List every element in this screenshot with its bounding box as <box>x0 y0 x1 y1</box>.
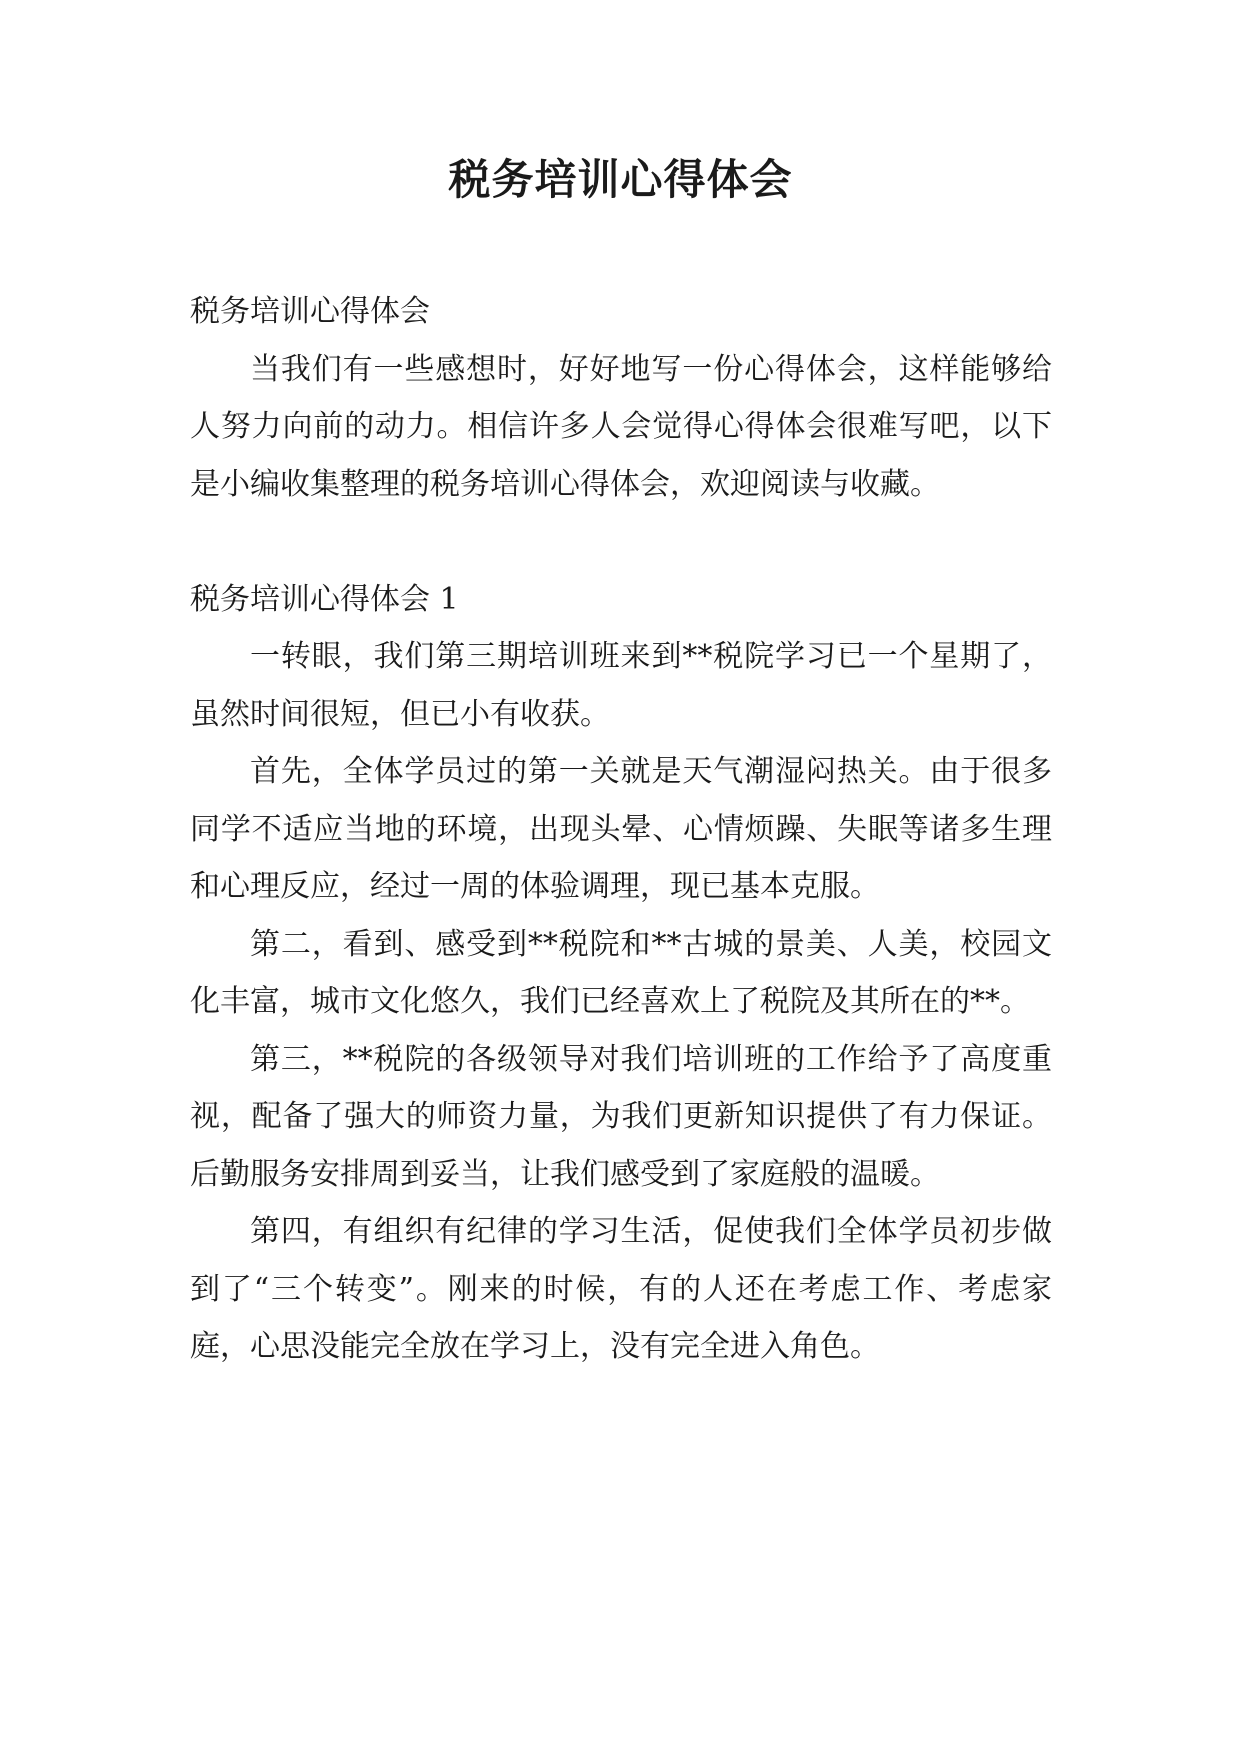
body-paragraph: 首先，全体学员过的第一关就是天气潮湿闷热关。由于很多同学不适应当地的环境，出现头晕、心情烦躁、失眠等诸多生理和心理反应，经过一周的体验调理，现已基本克服。 <box>190 754 1052 904</box>
document-title: 税务培训心得体会 <box>448 155 793 204</box>
body-paragraph: 第三，**税院的各级领导对我们培训班的工作给予了高度重视，配备了强大的师资力量，为我们更新知识提供了有力保证。后勤服务安排周到妥当，让我们感受到了家庭般的温暖。 <box>190 1041 1052 1192</box>
body-paragraph: 第四，有组织有纪律的学习生活，促使我们全体学员初步做到了“三个转变”。刚来的时候，有的人还在考虑工作、考虑家庭，心思没能完全放在学习上，没有完全进入角色。 <box>190 1214 1052 1364</box>
intro-paragraph: 当我们有一些感想时，好好地写一份心得体会，这样能够给人努力向前的动力。相信许多人会觉得心得体会很难写吧，以下是小编收集整理的税务培训心得体会，欢迎阅读与收藏。 <box>190 351 1052 502</box>
section-heading: 税务培训心得体会 1 <box>190 581 459 617</box>
section-spacer <box>190 513 1052 571</box>
body-paragraph: 一转眼，我们第三期培训班来到**税院学习已一个星期了，虽然时间很短，但已小有收获。 <box>190 639 1052 732</box>
body-paragraph: 第二，看到、感受到**税院和**古城的景美、人美，校园文化丰富，城市文化悠久，我们已经喜欢上了税院及其所在的**。 <box>190 926 1052 1019</box>
document-subheading: 税务培训心得体会 <box>190 294 430 329</box>
document-body <box>190 283 1052 1376</box>
